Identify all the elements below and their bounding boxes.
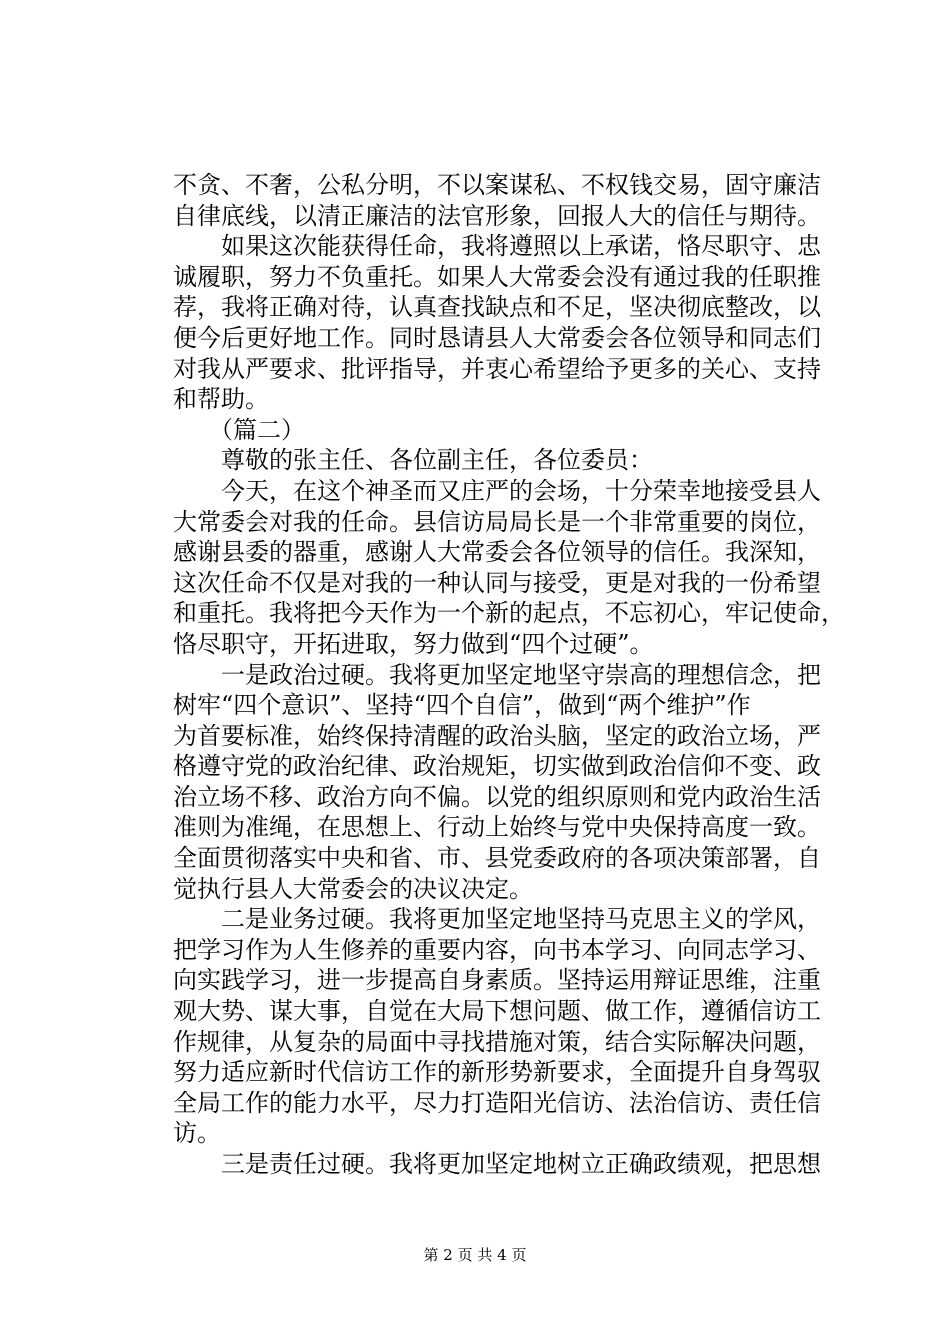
text-line: 一是政治过硬。我将更加坚定地坚守崇高的理想信念，把 (173, 660, 821, 689)
body-text (173, 170, 845, 1180)
salutation: 尊敬的张主任、各位副主任，各位委员： (173, 446, 653, 475)
text-line: 自律底线，以清正廉洁的法官形象，回报人大的信任与期待。 (173, 201, 821, 230)
text-line: 不贪、不奢，公私分明，不以案谋私、不权钱交易，固守廉洁 (173, 171, 821, 199)
text-line: 恪尽职守，开拓进取，努力做到“四个过硬”。 (173, 629, 654, 658)
page-number-footer: 第 2 页 共 4 页 (423, 1246, 527, 1264)
section-heading: （篇二） (173, 415, 305, 444)
text-line: 便今后更好地工作。同时恳请县人大常委会各位领导和同志们 (173, 323, 821, 352)
text-line: 觉执行县人大常委会的决议决定。 (173, 874, 533, 903)
text-line: 和重托。我将把今天作为一个新的起点，不忘初心，牢记使命， (173, 599, 845, 628)
text-line: 三是责任过硬。我将更加坚定地树立正确政绩观，把思想 (173, 1150, 821, 1178)
text-line: 把学习作为人生修养的重要内容，向书本学习、向同志学习、 (173, 935, 821, 964)
text-line: 大常委会对我的任命。县信访局局长是一个非常重要的岗位， (173, 507, 821, 536)
text-line: 观大势、谋大事，自觉在大局下想问题、做工作，遵循信访工 (173, 997, 821, 1026)
text-line: 今天，在这个神圣而又庄严的会场，十分荣幸地接受县人 (173, 476, 821, 505)
text-line: 作规律，从复杂的局面中寻找措施对策，结合实际解决问题， (173, 1027, 821, 1056)
text-line: 为首要标准，始终保持清醒的政治头脑，坚定的政治立场，严 (173, 721, 821, 750)
text-line: 访。 (173, 1119, 221, 1148)
text-line: 如果这次能获得任命，我将遵照以上承诺，恪尽职守、忠 (173, 232, 821, 261)
text-line: 这次任命不仅是对我的一种认同与接受，更是对我的一份希望 (173, 568, 821, 597)
text-line: 树牢“四个意识”、坚持“四个自信”，做到“两个维护”作 (173, 691, 751, 720)
text-line: 全局工作的能力水平，尽力打造阳光信访、法治信访、责任信 (173, 1088, 821, 1117)
text-line: 向实践学习，进一步提高自身素质。坚持运用辩证思维，注重 (173, 966, 821, 995)
text-line: 对我从严要求、批评指导，并衷心希望给予更多的关心、支持 (173, 354, 821, 383)
text-line: 诚履职，努力不负重托。如果人大常委会没有通过我的任职推 (173, 262, 821, 291)
text-line: 二是业务过硬。我将更加坚定地坚持马克思主义的学风， (173, 905, 821, 934)
text-line: 准则为准绳，在思想上、行动上始终与党中央保持高度一致。 (173, 813, 821, 842)
text-line: 格遵守党的政治纪律、政治规矩，切实做到政治信仰不变、政 (173, 752, 821, 781)
text-line: 感谢县委的器重，感谢人大常委会各位领导的信任。我深知， (173, 538, 821, 567)
text-line: 治立场不移、政治方向不偏。以党的组织原则和党内政治生活 (173, 782, 821, 811)
text-line: 和帮助。 (173, 385, 269, 414)
text-line: 荐，我将正确对待，认真查找缺点和不足，坚决彻底整改，以 (173, 293, 821, 322)
text-line: 全面贯彻落实中央和省、市、县党委政府的各项决策部署，自 (173, 844, 821, 873)
text-line: 努力适应新时代信访工作的新形势新要求，全面提升自身驾驭 (173, 1058, 821, 1087)
